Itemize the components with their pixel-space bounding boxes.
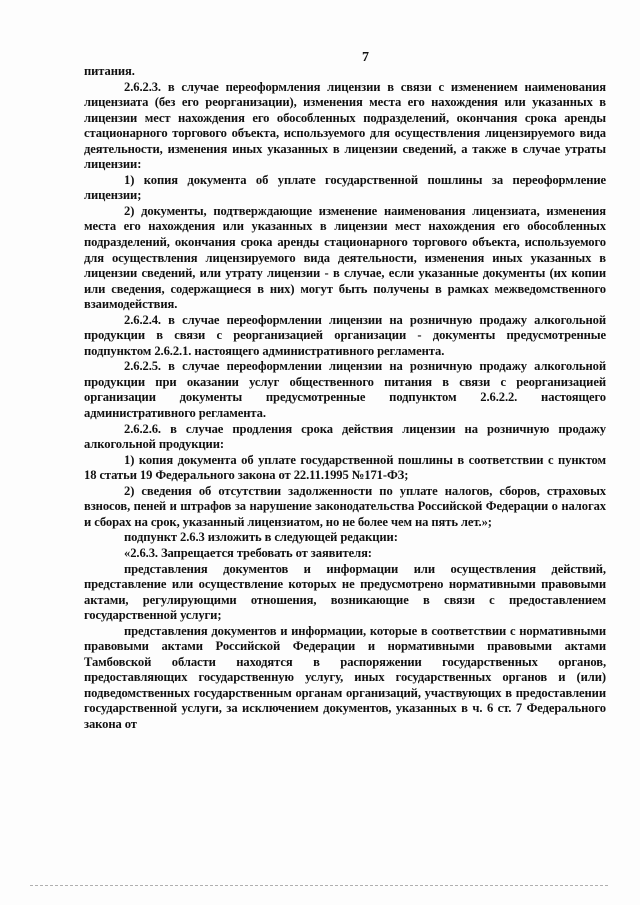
paragraph: питания. xyxy=(84,64,135,78)
scan-edge-line xyxy=(30,885,608,886)
paragraph: «2.6.3. Запрещается требовать от заявителя: xyxy=(124,545,372,560)
paragraph: представления документов и информации или осуществления действий, представление или осуществление которых не предусмотрено нормативными правовыми актами, регулирующими отношения, возникающие в связи с предоставлением государственной услуги; xyxy=(84,561,606,623)
paragraph: 2.6.2.4. в случае переоформлении лицензии на розничную продажу алкогольной продукции в связи с реорганизацией организации - документы предусмотренные подпунктом 2.6.2.1. настоящего административного регламента. xyxy=(84,312,606,358)
paragraph: подпункт 2.6.3 изложить в следующей редакции: xyxy=(124,530,398,545)
paragraph: 2) документы, подтверждающие изменение наименования лицензиата, изменения места его нахождения или указанных в лицензии мест нахождения его обособленных подразделений, окончания срока аренды стационарного торгового объекта, используемого для осуществления лицензируемого вида деятельности, изменения иных указанных в лицензии сведений, или утрату лицензии - в случае, если указанные документы (их копии или сведения, содержащиеся в них) могут быть получены в рамках межведомственного взаимодействия. xyxy=(84,203,606,312)
document-body xyxy=(84,64,606,733)
paragraph: 2.6.2.5. в случае переоформлении лицензии на розничную продажу алкогольной продукции при оказании услуг общественного питания в связи с реорганизацией организации документы предусмотренные подпунктом 2.6.2.2. настоящего административного регламента. xyxy=(84,359,606,421)
paragraph: 1) копия документа об уплате государственной пошлины за переоформление лицензии; xyxy=(84,172,606,203)
page-number: 7 xyxy=(362,50,369,65)
paragraph: представления документов и информации, которые в соответствии с нормативными правовыми актами Российской Федерации и нормативными правовыми актами Тамбовской области находятся в распоряжении государственных органов, предоставляющих государственную услугу, иных государственных органов и (или) подведомственных государственным органам организаций, участвующих в предоставлении государственной услуги, за исключением документов, указанных в ч. 6 ст. 7 Федерального закона от xyxy=(84,623,606,731)
paragraph: 1) копия документа об уплате государственной пошлины в соответствии с пунктом 18 статьи 19 Федерального закона от 22.11.1995 №171-ФЗ; xyxy=(84,452,606,483)
paragraph: 2.6.2.6. в случае продления срока действия лицензии на розничную продажу алкогольной продукции: xyxy=(84,421,606,452)
paragraph: 2.6.2.3. в случае переоформления лицензии в связи с изменением наименования лицензиата (без его реорганизации), изменения места его нахождения или указанных в лицензии мест нахождения его обособленных подразделений, окончания срока аренды стационарного торгового объекта, используемого для осуществления лицензируемого вида деятельности, изменения иных указанных в лицензии сведений, а также в случае утраты лицензии: xyxy=(84,79,606,172)
paragraph: 2) сведения об отсутствии задолженности по уплате налогов, сборов, страховых взносов, пеней и штрафов за нарушение законодательства Российской Федерации о налогах и сборах на срок, указанный лицензиатом, но не более чем на пять лет.»; xyxy=(84,483,606,529)
